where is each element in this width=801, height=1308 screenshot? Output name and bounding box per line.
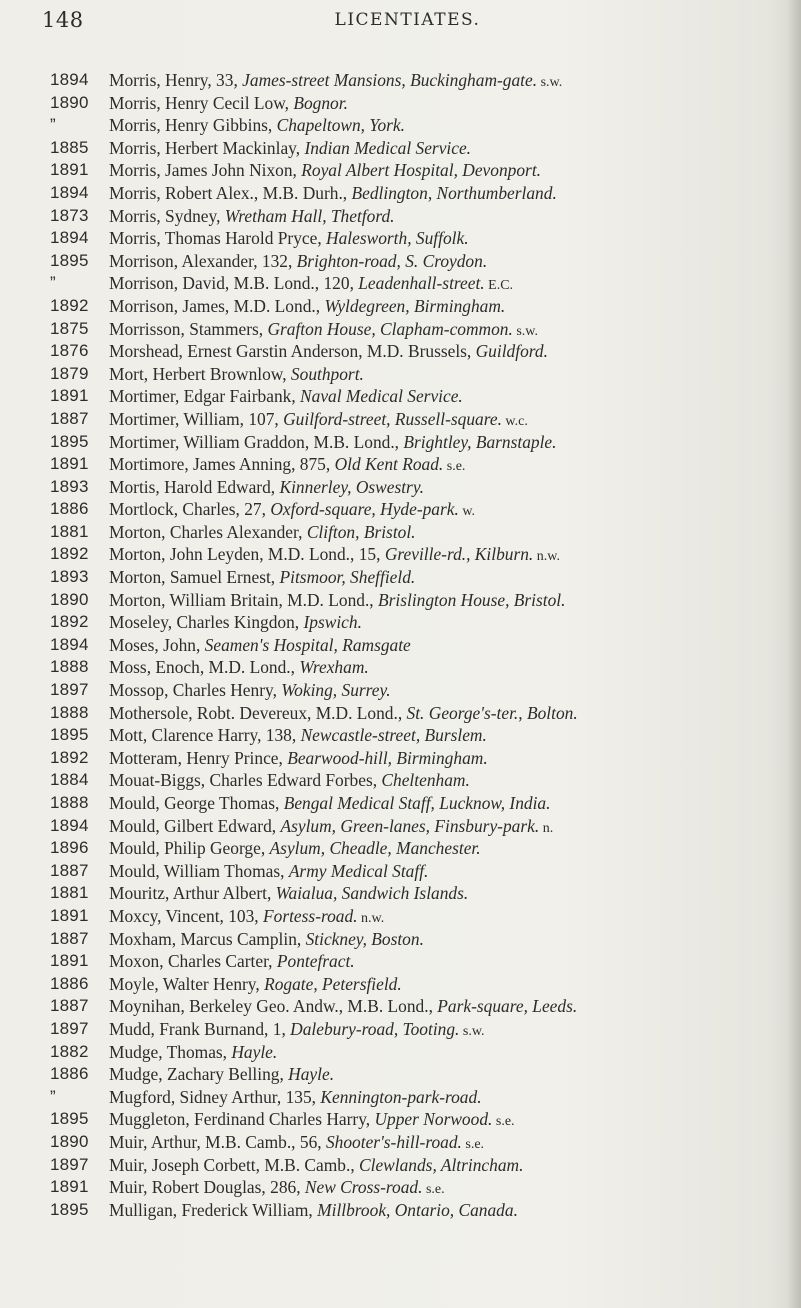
entry-address: Brightley, Barnstaple. [403,431,557,452]
entry-address: Indian Medical Service. [304,137,472,158]
entry-name: Mudd, Frank Burnand, 1, [109,1018,291,1039]
list-item [50,905,785,928]
entry-year: 1887 [50,408,89,428]
entry-address: Bedlington, Northumberland. [351,182,557,203]
list-item [50,815,785,838]
entry-year: 1881 [50,521,89,541]
entry-address: Kinnerley, Oswestry. [279,476,424,497]
list-item [50,950,785,973]
entry-year: 1897 [50,1154,89,1174]
list-item [50,295,785,318]
entry-postal-district: s.w. [459,1023,485,1039]
page-header [42,8,773,38]
entry-year: 1897 [50,1018,89,1038]
entry-year: 1887 [50,996,89,1016]
list-item [50,318,785,341]
entry-address: Brislington House, Bristol. [378,589,566,610]
entry-text [109,340,785,363]
entry-address: Clifton, Bristol. [306,521,416,542]
page-number: 148 [42,8,84,32]
list-item [50,656,785,679]
entry-name: Mould, Philip George, [109,838,270,859]
entry-year: 1888 [50,657,89,677]
entry-name: Morris, Herbert Mackinlay, [109,137,305,158]
entry-name: Morrisson, Stammers, [109,318,268,339]
list-item [50,385,785,408]
entry-address: Millbrook, Ontario, Canada. [317,1199,518,1220]
entry-postal-district: n.w. [533,549,560,565]
list-item [50,973,785,996]
list-item [50,1154,785,1177]
entry-text [109,431,785,454]
entry-text [109,815,785,838]
entry-text [109,566,785,589]
entry-name: Morton, Samuel Ernest, [109,567,280,588]
entry-year: 1886 [50,499,89,519]
entry-address: Leadenhall-street. [358,273,485,294]
entry-text [109,995,785,1018]
entry-text [109,227,785,250]
entry-year: 1888 [50,793,89,812]
entry-postal-district: n.w. [357,910,385,926]
entry-year: 1890 [50,589,89,609]
list-item [50,1018,785,1041]
entry-name: Mortimer, William Graddon, M.B. Lond., [109,431,404,452]
list-item [50,521,785,544]
entry-year: 1894 [50,634,89,654]
entry-year: 1893 [50,567,89,587]
entry-name: Mudge, Zachary Belling, [109,1064,289,1085]
entry-address: Asylum, Cheadle, Manchester. [269,838,481,859]
entry-postal-district: E.C. [484,278,514,294]
entry-address: Oxford-square, Hyde-park. [270,499,459,520]
entry-text [109,1154,785,1177]
entry-text [109,476,785,499]
list-item [50,363,785,386]
entry-name: Moseley, Charles Kingdon, [109,612,304,633]
list-item [50,1131,785,1154]
entry-year: 1891 [50,454,89,474]
entry-year: ” [50,115,56,135]
list-item [50,1176,785,1199]
entry-year: 1893 [50,476,89,496]
entry-text [109,385,785,408]
entry-postal-district: w. [458,504,476,520]
entry-address: Southport. [290,363,364,384]
entry-name: Muir, Robert Douglas, 286, [109,1177,305,1198]
entry-address: Rogate, Petersfield. [264,973,402,994]
entry-address: Hayle. [231,1041,278,1062]
entry-postal-district: s.e. [461,1136,485,1152]
entry-address: Woking, Surrey. [281,680,391,701]
entry-text [109,950,785,973]
entry-year: 1886 [50,1064,89,1084]
entry-text [109,159,785,182]
entry-name: Moyle, Walter Henry, [109,973,265,994]
entry-name: Morris, Sydney, [109,205,225,226]
entry-year: 1890 [50,92,89,112]
entry-text [109,92,785,115]
list-item [50,408,785,431]
list-item [50,498,785,521]
list-item [50,995,785,1018]
entry-year: 1875 [50,318,89,338]
entry-name: Mouat-Biggs, Charles Edward Forbes, [109,770,382,791]
entry-address: Shooter's-hill-road. [325,1131,462,1152]
entry-postal-district: n. [539,820,554,836]
entry-address: Bearwood-hill, Birmingham. [287,747,488,768]
running-title: LICENTIATES. [334,10,481,30]
list-item [50,69,785,92]
entry-address: Asylum, Green-lanes, Finsbury-park. [280,815,540,836]
entry-name: Morshead, Ernest Garstin Anderson, M.D. Brussels, [109,341,476,362]
entry-name: Morrison, James, M.D. Lond., [109,295,325,316]
entry-name: Morris, James John Nixon, [109,160,302,181]
entry-address: Chapeltown, York. [276,115,405,136]
entry-address: Naval Medical Service. [300,386,463,407]
list-item [50,702,785,725]
entry-name: Moss, Enoch, M.D. Lond., [109,657,300,678]
entry-name: Moxon, Charles Carter, [109,951,277,972]
list-item [50,431,785,454]
entry-year: 1881 [50,883,89,903]
list-item [50,566,785,589]
entry-address: Bognor. [293,92,348,113]
entry-year: ” [50,1086,56,1106]
entry-text [109,272,785,295]
entry-text [109,747,785,770]
entry-year: 1896 [50,838,89,858]
entry-name: Mortlock, Charles, 27, [109,499,271,520]
list-item [50,205,785,228]
list-item [50,182,785,205]
entry-name: Mortimer, William, 107, [109,408,284,429]
entry-address: Grafton House, Clapham-common. [267,318,513,339]
entry-name: Mott, Clarence Harry, 138, [109,725,301,746]
entry-text [109,1086,785,1109]
entry-text [109,408,785,431]
entry-address: Ipswich. [303,612,362,633]
list-item [50,1086,785,1109]
entry-name: Mould, Gilbert Edward, [109,815,281,836]
entry-address: Bengal Medical Staff, Lucknow, India. [283,793,551,813]
entry-year: 1876 [50,341,89,361]
entry-year: 1891 [50,951,89,971]
entry-address: Pitsmoor, Sheffield. [279,567,416,588]
entry-text [109,1131,785,1154]
entry-name: Mortimer, Edgar Fairbank, [109,386,301,407]
list-item [50,137,785,160]
list-item [50,227,785,250]
list-item [50,1108,785,1131]
entry-text [109,69,785,92]
entry-text [109,205,785,228]
entry-year: 1884 [50,770,89,790]
list-item [50,634,785,657]
entry-postal-district: s.w. [512,323,538,339]
entry-name: Moxcy, Vincent, 103, [109,905,264,926]
list-item [50,611,785,634]
entry-year: 1885 [50,137,89,157]
entry-text [109,182,785,205]
entry-year: 1891 [50,905,89,925]
entry-name: Muir, Joseph Corbett, M.B. Camb., [109,1154,360,1175]
entry-address: Royal Albert Hospital, Devonport. [301,160,542,181]
entry-text [109,973,785,996]
entry-name: Morris, Henry Gibbins, [109,115,277,136]
entry-year: 1887 [50,928,89,948]
entry-year: 1886 [50,973,89,993]
entry-year: 1894 [50,182,89,202]
entry-text [109,543,785,566]
entry-name: Morton, Charles Alexander, [109,521,307,542]
entry-year: 1892 [50,612,89,632]
entry-address: Waialua, Sandwich Islands. [275,883,469,904]
entry-address: Park-square, Leeds. [437,996,578,1017]
list-item [50,1041,785,1064]
entry-address: Cheltenham. [381,770,470,791]
list-item [50,724,785,747]
list-item [50,837,785,860]
entry-address: Pontefract. [276,951,355,972]
entry-year: 1891 [50,1177,89,1197]
entry-address: Newcastle-street, Burslem. [300,725,487,746]
entry-year: 1892 [50,295,89,315]
entry-address: Army Medical Staff. [288,860,429,881]
entry-text [109,1018,785,1041]
entry-name: Muggleton, Ferdinand Charles Harry, [109,1109,375,1130]
entry-postal-district: s.e. [492,1114,515,1130]
list-item [50,340,785,363]
entry-year: 1895 [50,725,89,745]
entry-year: 1890 [50,1131,89,1151]
entry-text [109,702,785,725]
entry-year: 1892 [50,544,89,564]
entry-text [109,905,785,928]
entry-text [109,860,785,883]
list-item [50,747,785,770]
list-item [50,882,785,905]
list-item [50,272,785,295]
list-item [50,250,785,273]
entry-name: Muir, Arthur, M.B. Camb., 56, [109,1131,326,1152]
entry-text [109,837,785,860]
entry-year: 1873 [50,205,89,225]
entry-name: Morton, William Britain, M.D. Lond., [109,589,379,610]
entry-postal-district: s.e. [443,459,466,475]
entry-postal-district: s.w. [537,75,563,90]
entry-text [109,250,785,273]
entry-text [109,589,785,612]
entry-year: 1894 [50,70,89,89]
entry-address: Guildford. [475,341,548,362]
entry-postal-district: s.e. [422,1182,445,1198]
entry-text [109,792,785,815]
entry-name: Moxham, Marcus Camplin, [109,928,306,949]
entry-text [109,498,785,521]
list-item [50,860,785,883]
entry-name: Morris, Henry Cecil Low, [109,92,294,113]
entry-address: Old Kent Road. [334,454,444,475]
entry-text [109,769,785,792]
entry-name: Moses, John, [109,634,205,655]
entry-address: Stickney, Boston. [305,928,424,949]
entry-address: Greville-rd., Kilburn. [384,544,534,565]
entry-year: 1879 [50,363,89,383]
entry-address: Wyldegreen, Birmingham. [324,295,506,316]
entry-year: 1895 [50,250,89,270]
entry-year: 1895 [50,1199,89,1219]
entry-name: Morris, Henry, 33, [109,70,243,90]
entry-year: ” [50,273,56,293]
entry-address: Upper Norwood. [374,1109,493,1130]
entry-address: Guilford-street, Russell-square. [283,408,502,429]
entry-name: Moynihan, Berkeley Geo. Andw., M.B. Lond., [109,996,438,1017]
list-item [50,769,785,792]
entry-year: 1891 [50,160,89,180]
list-item [50,928,785,951]
entry-address: Seamen's Hospital, Ramsgate [204,634,411,655]
list-item [50,114,785,137]
entry-name: Mould, William Thomas, [109,860,289,881]
entry-address: Wrexham. [299,657,369,678]
list-item [50,159,785,182]
list-item [50,453,785,476]
list-item [50,543,785,566]
entry-text [109,1199,785,1222]
entry-address: Fortess-road. [263,905,358,926]
entry-name: Mothersole, Robt. Devereux, M.D. Lond., [109,702,407,723]
entry-text [109,114,785,137]
entry-text [109,724,785,747]
entry-year: 1897 [50,680,89,700]
entry-text [109,318,785,341]
list-item [50,92,785,115]
entry-text [109,295,785,318]
entry-name: Mugford, Sidney Arthur, 135, [109,1086,321,1107]
entry-year: 1894 [50,815,89,835]
entry-address: Dalebury-road, Tooting. [290,1018,460,1039]
entry-name: Mould, George Thomas, [109,793,284,813]
entry-name: Mudge, Thomas, [109,1041,232,1062]
entry-name: Morton, John Leyden, M.D. Lond., 15, [109,544,385,565]
entry-year: 1895 [50,1109,89,1129]
entry-text [109,634,785,657]
entry-text [109,1108,785,1131]
entry-name: Mossop, Charles Henry, [109,680,282,701]
entry-text [109,611,785,634]
list-item [50,476,785,499]
entry-year: 1891 [50,386,89,406]
list-item [50,1063,785,1086]
entry-name: Morris, Thomas Harold Pryce, [109,228,327,249]
entry-name: Mouritz, Arthur Albert, [109,883,276,904]
entry-year: 1882 [50,1041,89,1061]
entry-text [109,137,785,160]
list-item [50,792,785,815]
entry-name: Morrison, Alexander, 132, [109,250,297,271]
entry-address: Halesworth, Suffolk. [326,228,469,249]
licentiates-list [50,69,785,1221]
entry-address: Kennington-park-road. [320,1086,482,1107]
entry-text [109,656,785,679]
entry-name: Mulligan, Frederick William, [109,1199,318,1220]
entry-address: Clewlands, Altrincham. [359,1154,524,1175]
list-item [50,679,785,702]
entry-text [109,1063,785,1086]
page-edge-shadow [787,0,801,1308]
entry-name: Morris, Robert Alex., M.B. Durh., [109,182,352,203]
list-item [50,1199,785,1222]
entry-name: Mortimore, James Anning, 875, [109,454,335,475]
entry-text [109,521,785,544]
entry-name: Mortis, Harold Edward, [109,476,280,497]
entry-name: Mort, Herbert Brownlow, [109,363,291,384]
entry-text [109,679,785,702]
entry-year: 1895 [50,431,89,451]
entry-year: 1894 [50,228,89,248]
entry-text [109,928,785,951]
entry-name: Motteram, Henry Prince, [109,747,288,768]
entry-year: 1892 [50,747,89,767]
entry-year: 1887 [50,860,89,880]
entry-name: Morrison, David, M.B. Lond., 120, [109,273,359,294]
entry-text [109,1041,785,1064]
entry-postal-district: w.c. [501,413,528,429]
entry-address: Hayle. [288,1064,335,1085]
entry-address: Wretham Hall, Thetford. [224,205,395,226]
entry-address: Brighton-road, S. Croydon. [296,250,488,271]
entry-text [109,363,785,386]
entry-address: St. George's-ter., Bolton. [406,702,578,723]
entry-text [109,882,785,905]
entry-text [109,1176,785,1199]
entry-text [109,453,785,476]
entry-year: 1888 [50,702,89,722]
entry-address: New Cross-road. [304,1177,423,1198]
entry-address: James-street Mansions, Buckingham-gate. [242,70,538,90]
list-item [50,589,785,612]
